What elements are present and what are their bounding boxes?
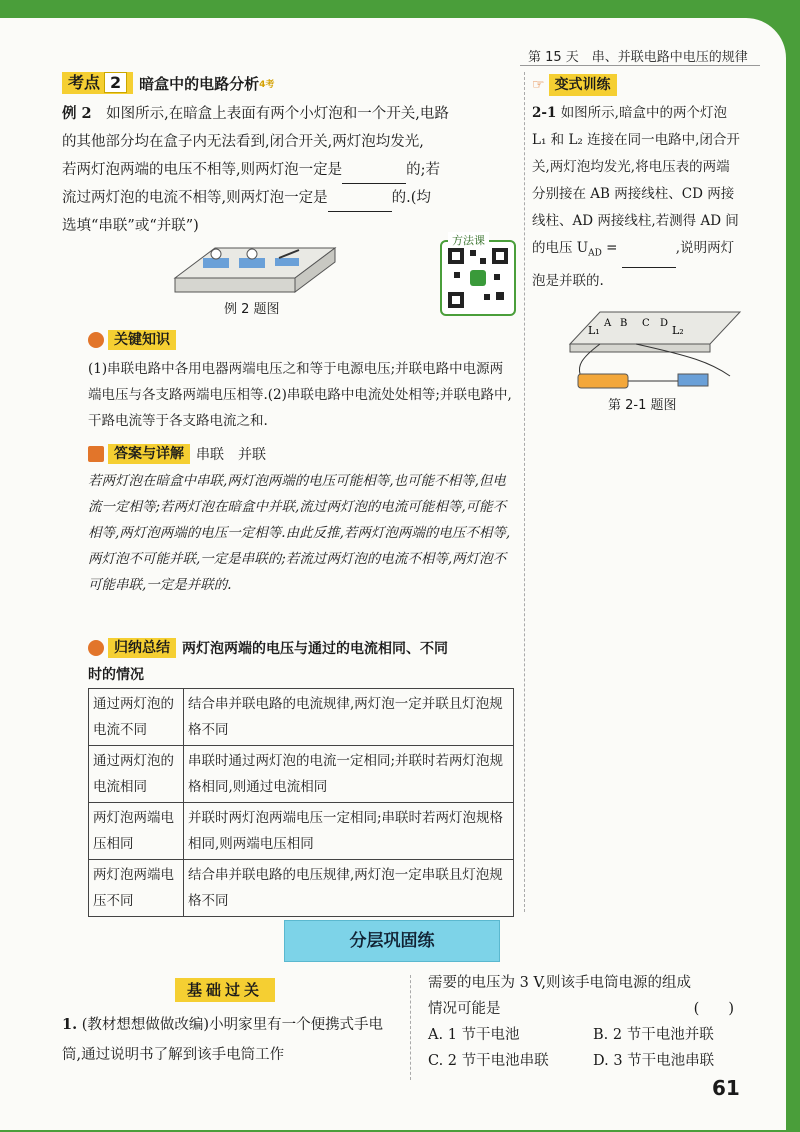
- page-number: 61: [712, 1076, 740, 1100]
- exam-count: 4考: [259, 79, 275, 90]
- summary-title: 两灯泡两端的电压与通过的电流相同、不同: [182, 641, 448, 657]
- question-1: 1. (教材想想做做改编)小明家里有一个便携式手电筒,通过说明书了解到该手电筒工作: [62, 1016, 384, 1063]
- column-divider: [524, 72, 525, 912]
- summary-tag: 归纳总结 两灯泡两端的电压与通过的电流相同、不同: [88, 638, 448, 658]
- label-B: B: [620, 318, 628, 329]
- table-row: 通过两灯泡的电流相同 串联时通过两灯泡的电流一定相同;并联时若两灯泡规格相同,则通过电流相同: [89, 746, 514, 803]
- answer-blank-1[interactable]: [342, 165, 406, 184]
- summary-title-cont: 时的情况: [88, 667, 144, 683]
- table-row: 通过两灯泡的电流不同 结合串并联电路的电流规律,两灯泡一定并联且灯泡规格不同: [89, 689, 514, 746]
- label-A: A: [604, 318, 612, 329]
- label-C: C: [642, 318, 650, 329]
- answer-blank-3[interactable]: [622, 251, 676, 268]
- example-label: 例 2: [62, 105, 92, 122]
- table-row: 两灯泡两端电压不同 结合串并联电路的电压规律,两灯泡一定串联且灯泡规格不同: [89, 860, 514, 917]
- qr-label: 方法课: [448, 232, 489, 248]
- table-row: 两灯泡两端电压相同 并联时两灯泡两端电压一定相同;串联时若两灯泡规格相同,则两端电压相同: [89, 803, 514, 860]
- option-c[interactable]: C. 2 节干电池串联: [428, 1053, 549, 1069]
- section-banner: 分层巩固练: [284, 920, 500, 962]
- option-d[interactable]: D. 3 节干电池串联: [593, 1053, 715, 1069]
- question-1-cont: 需要的电压为 3 V,则该手电筒电源的组成 情况可能是 ( ) A. 1 节干电池 B. 2 节干电池并联 C. 2 节干电池串联 D. 3 节干电池串联: [428, 970, 758, 1074]
- key-knowledge-tag: 关键知识: [88, 330, 176, 350]
- qr-pattern-icon: [444, 244, 512, 312]
- qr-code[interactable]: [440, 240, 516, 316]
- label-D: D: [660, 318, 669, 329]
- blackbox-figure: [165, 238, 340, 298]
- header-rule: [520, 65, 760, 66]
- label-L2: L₂: [672, 324, 684, 337]
- section-title: [62, 72, 274, 94]
- summary-table: [88, 688, 514, 917]
- calendar-icon: [88, 446, 104, 462]
- hand-pointer-icon: ☞: [532, 77, 545, 93]
- variant-figure: [560, 304, 760, 394]
- answer-paren[interactable]: ( ): [693, 1001, 734, 1017]
- target-icon: [88, 332, 104, 348]
- option-a[interactable]: A. 1 节干电池: [428, 1027, 520, 1043]
- example-figure-caption: 例 2 题图: [224, 302, 280, 317]
- option-b[interactable]: B. 2 节干电池并联: [593, 1027, 714, 1043]
- key-knowledge-text: (1)串联电路中各用电器两端电压之和等于电源电压;并联电路中电源两端电压与各支路两端电压相等.(2)串联电路中电流处处相等;并联电路中,干路电流等于各支路电流之和.: [88, 361, 512, 429]
- label-L1: L₁: [588, 324, 600, 337]
- summary-icon: [88, 640, 104, 656]
- section-badge: 考点 2: [62, 72, 133, 94]
- section-heading: 暗盒中的电路分析: [139, 74, 260, 93]
- column-divider-bottom: [410, 975, 411, 1080]
- answer-tag: 答案与详解 串联 并联: [88, 444, 266, 464]
- page-header: 第 15 天 串、并联电路中电压的规律: [528, 50, 748, 65]
- answer-result: 串联 并联: [196, 447, 266, 463]
- answer-blank-2[interactable]: [328, 193, 392, 212]
- basic-level-heading: 基础过关: [175, 978, 275, 1002]
- answer-text: 若两灯泡在暗盒中串联,两灯泡两端的电压可能相等,也可能不相等,但电流一定相等;若两灯泡在暗盒中并联,流过两灯泡的电流可能相等,可能不相等,两灯泡两端的电压一定相等.由此反推,若两灯泡两端的电压不相等,两灯泡不可能并联,一定是串联的;若流过两灯泡的电流不相等,两灯泡不可能串联,一定是并联的.: [88, 473, 511, 593]
- example-2: 例 2 如图所示,在暗盒上表面有两个小灯泡和一个开关,电路 的其他部分均在盒子内无法看到,闭合开关,两灯泡均发光, 若两灯泡两端的电压不相等,则两灯泡一定是 的;若 流过两灯泡的电流不相等,则两灯泡一定是 的.(均 选填“串联”或“并联”): [62, 105, 449, 234]
- variant-tag: ☞ 变式训练: [532, 74, 617, 96]
- variant-question: 2-1 如图所示,暗盒中的两个灯泡 L₁ 和 L₂ 连接在同一电路中,闭合开关,两灯泡均发光,将电压表的两端分别接在 AB 两接线柱、CD 两接线柱、AD 两接线柱,若测得 AD 间的电压 $U_{AD}$ = ,说明两灯泡是并联的.: [532, 105, 740, 289]
- variant-figure-caption: 第 2-1 题图: [608, 398, 677, 413]
